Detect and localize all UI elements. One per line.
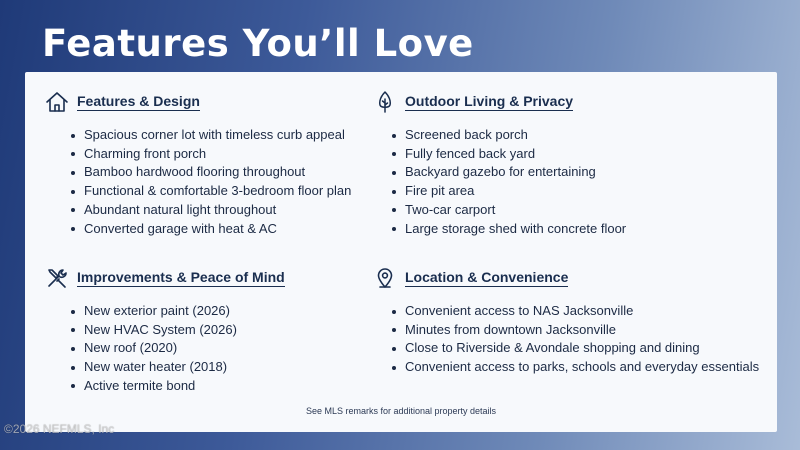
feature-list [69, 302, 285, 396]
list-item: Minutes from downtown Jacksonville [390, 321, 759, 340]
list-item: Convenient access to NAS Jacksonville [390, 302, 759, 321]
list-item: Backyard gazebo for entertaining [390, 163, 626, 182]
section-heading: Outdoor Living & Privacy [405, 93, 574, 109]
feature-list [390, 302, 759, 377]
section-header [373, 266, 759, 290]
list-item: Bamboo hardwood flooring throughout [69, 163, 351, 182]
list-item: Fire pit area [390, 182, 626, 201]
tools-icon [45, 266, 69, 290]
copyright-watermark: ©2026 NEFMLS, Inc [4, 422, 115, 436]
list-item: Spacious corner lot with timeless curb appeal [69, 126, 351, 145]
list-item: Two-car carport [390, 201, 626, 220]
features-card [25, 72, 777, 432]
feature-list [69, 126, 351, 238]
list-item: New water heater (2018) [69, 358, 285, 377]
section-heading: Features & Design [77, 93, 200, 109]
section-improvements [45, 266, 285, 396]
section-header [45, 266, 285, 290]
section-outdoor-living [373, 90, 626, 238]
section-location [373, 266, 759, 377]
list-item: New HVAC System (2026) [69, 321, 285, 340]
list-item: New exterior paint (2026) [69, 302, 285, 321]
list-item: Close to Riverside & Avondale shopping and dining [390, 339, 759, 358]
section-header [373, 90, 626, 114]
list-item: Screened back porch [390, 126, 626, 145]
list-item: Fully fenced back yard [390, 145, 626, 164]
list-item: Convenient access to parks, schools and everyday essentials [390, 358, 759, 377]
list-item: Charming front porch [69, 145, 351, 164]
house-icon [45, 90, 69, 114]
tree-icon [373, 90, 397, 114]
list-item: Converted garage with heat & AC [69, 220, 351, 239]
list-item: Large storage shed with concrete floor [390, 220, 626, 239]
feature-list [390, 126, 626, 238]
list-item: Functional & comfortable 3-bedroom floor plan [69, 182, 351, 201]
map-pin-icon [373, 266, 397, 290]
list-item: New roof (2020) [69, 339, 285, 358]
page-title: Features You’ll Love [42, 22, 474, 65]
section-heading: Improvements & Peace of Mind [77, 269, 285, 285]
section-heading: Location & Convenience [405, 269, 569, 285]
section-header [45, 90, 351, 114]
list-item: Abundant natural light throughout [69, 201, 351, 220]
list-item: Active termite bond [69, 377, 285, 396]
section-features-design [45, 90, 351, 238]
footnote: See MLS remarks for additional property details [305, 406, 497, 416]
